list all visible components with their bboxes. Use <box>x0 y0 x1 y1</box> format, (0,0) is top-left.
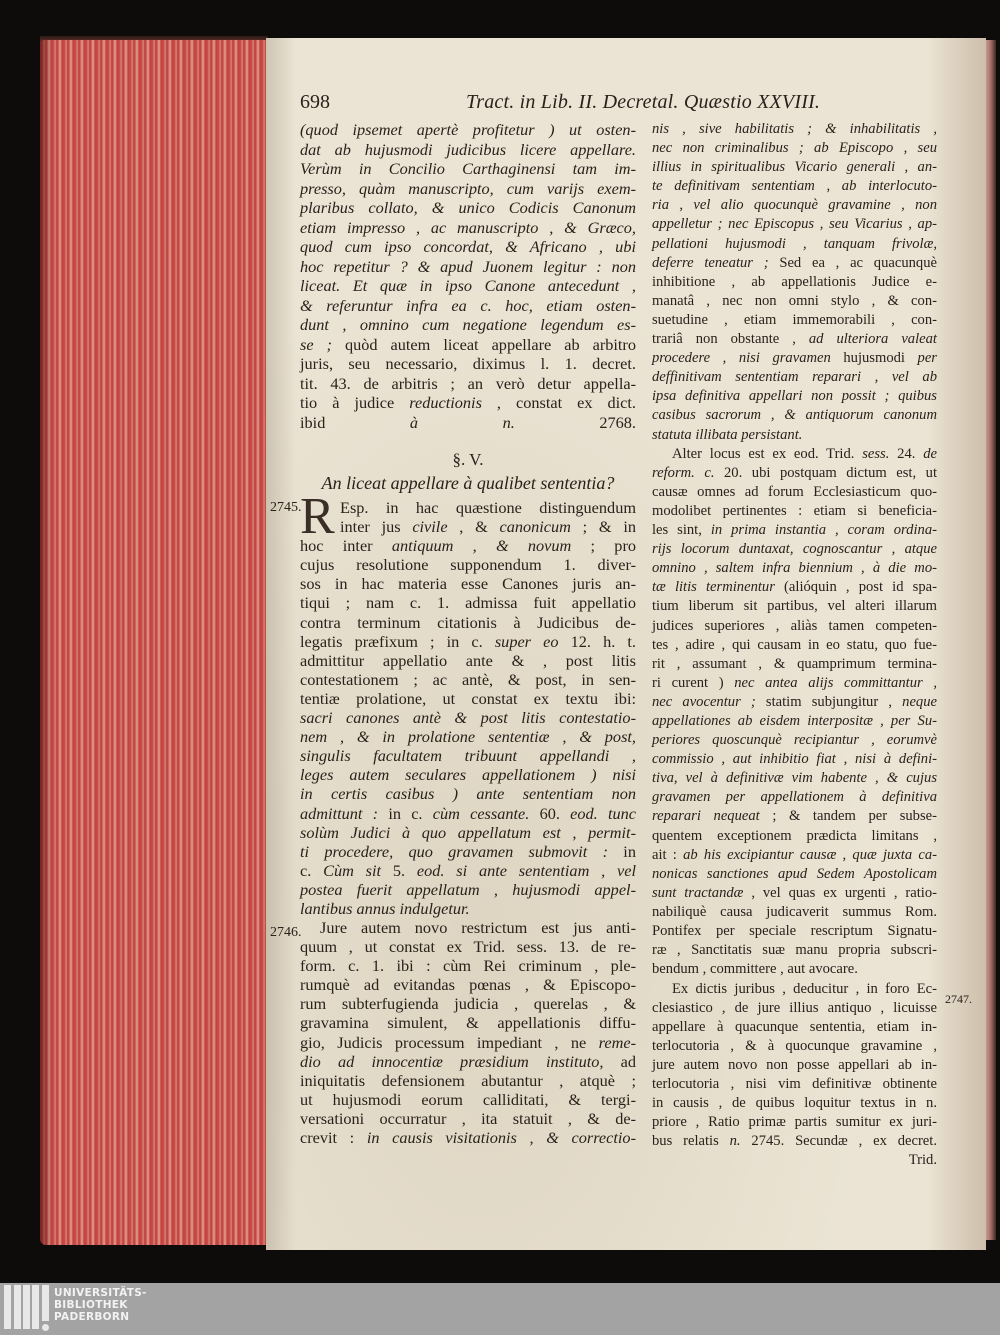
roman-text: Sed ea , ac quacunquè <box>768 254 937 271</box>
roman-text: 60. <box>529 803 571 823</box>
roman-text: in causis , de quibus loquitur textus in n. <box>652 1095 937 1112</box>
roman-text: rit , assumant , & quamprimum termina- <box>652 655 937 672</box>
text-line <box>652 941 937 960</box>
text-line <box>652 731 937 750</box>
roman-text: bendum , committere , aut avocare. <box>652 961 858 978</box>
italic-text: eod. tunc <box>570 803 637 823</box>
roman-text: jure autem novo non posse appellari ab in- <box>652 1056 937 1073</box>
roman-text: ad <box>603 1051 636 1071</box>
drop-cap: R <box>300 488 335 545</box>
text-line <box>300 296 636 316</box>
text-line <box>652 330 937 349</box>
roman-text: modolibet pertinentes : etiam si beneficia- <box>652 502 937 519</box>
text-line <box>652 807 937 826</box>
margin-number: 2746. <box>270 925 302 940</box>
text-line <box>300 1071 636 1090</box>
roman-text: terlocutoria , nisi vim definitivæ obtinente <box>652 1075 937 1092</box>
italic-text: reparari nequeat <box>652 808 760 825</box>
text-line <box>300 315 636 335</box>
italic-text: casibus sacrorum , & antiquorum canonum <box>652 407 937 424</box>
roman-text: in c. <box>378 803 433 823</box>
text-line <box>300 994 636 1013</box>
italic-text: neque <box>902 693 938 710</box>
italic-text: Cùm sit <box>323 860 382 880</box>
margin-number: 2747. <box>945 992 972 1006</box>
roman-text: quòd autem liceat appellare ab arbitro <box>331 334 636 354</box>
italic-text: ria , vel alio quocunquè gravamine , non <box>652 197 937 214</box>
roman-text: form. c. 1. ibi : cùm Rei criminum , ple- <box>300 956 636 976</box>
text-line <box>300 374 636 394</box>
italic-text: plaribus collato, & unico Codicis Canonum <box>300 198 636 217</box>
roman-text: 24. <box>889 445 924 462</box>
italic-text: dunt , omnino cum negatione legendum es- <box>300 315 636 334</box>
library-logo-text: UNIVERSITÄTS- BIBLIOTHEK PADERBORN <box>54 1287 147 1323</box>
page-number: 698 <box>300 91 330 113</box>
roman-text: crevit : <box>300 1128 367 1148</box>
text-line <box>652 922 937 941</box>
roman-text: inter jus <box>340 517 413 537</box>
left-column-para1 <box>300 498 636 918</box>
italic-text: ipsa definitiva appellari non possit ; quibus <box>652 388 937 405</box>
text-line <box>300 413 636 433</box>
italic-text: nec non criminalibus ; ab Episcopo , seu <box>652 140 937 157</box>
italic-text: dat ab hujusmodi judicibus licere appellare. <box>300 139 636 159</box>
roman-text: tio à judice <box>300 393 410 412</box>
roman-text: tit. 43. de arbitris ; an verò detur appella- <box>300 373 636 393</box>
text-line <box>652 827 937 846</box>
italic-text: procedere , nisi gravamen <box>652 350 831 367</box>
roman-text: Trid. <box>908 1152 937 1169</box>
text-line <box>300 727 636 746</box>
italic-text: postea fuerit appellatum , hujusmodi appel- <box>300 879 636 899</box>
roman-text: ibid <box>300 412 410 432</box>
text-line <box>300 1033 636 1052</box>
italic-text: ad ulteriora valeat <box>808 331 937 348</box>
text-line <box>300 1013 636 1032</box>
right-column-para3 <box>652 980 937 1171</box>
text-line <box>300 218 636 238</box>
roman-text: clesiastico , de jure illius antiquo , licuisse <box>652 999 937 1016</box>
text-line <box>652 1132 937 1151</box>
text-line <box>300 765 636 784</box>
italic-text: singulis facultatem tribuunt appellandi , <box>300 746 636 766</box>
text-line <box>652 120 937 139</box>
text-line <box>300 498 636 517</box>
roman-text: les sint, <box>652 522 711 539</box>
text-line <box>652 502 937 521</box>
text-line <box>652 426 937 445</box>
text-line <box>652 1151 937 1170</box>
italic-text: statuta illibata persistant. <box>652 426 803 443</box>
italic-text: civile <box>412 517 448 537</box>
italic-text: in prima instantia , coram ordina- <box>710 522 937 539</box>
italic-text: lantibus annus indulgetur. <box>300 898 470 918</box>
text-line <box>652 636 937 655</box>
roman-text: tentiæ prolatione, ut constat ex textu ibi: <box>300 688 636 708</box>
text-line <box>652 597 937 616</box>
text-line <box>300 354 636 374</box>
roman-text: cujus resolutione supponendum 1. diver- <box>300 555 636 575</box>
italic-text: in causis visitationis , & correctio- <box>366 1128 636 1148</box>
italic-text: presso, quàm manuscripto, cum varijs exem- <box>300 178 636 198</box>
text-line <box>300 393 636 413</box>
italic-text: sess. <box>862 445 890 462</box>
text-line <box>652 1113 937 1132</box>
roman-text: in <box>608 841 636 861</box>
italic-text: appelletur ; nec Episcopus , seu Vicarius , ap- <box>652 216 937 233</box>
italic-text: in certis casibus ) ante sententiam non <box>300 784 636 804</box>
italic-text: nec antea alijs committantur , <box>734 674 937 691</box>
roman-text: , vel quas ex urgenti , ratio- <box>743 884 937 901</box>
text-line <box>652 980 937 999</box>
roman-text: ; pro <box>571 536 637 556</box>
text-line <box>652 865 937 884</box>
roman-text: Pontifex per speciale rescriptum Signatu- <box>652 923 937 940</box>
text-line <box>300 937 636 956</box>
left-column-block1 <box>300 120 636 432</box>
italic-text: te definitivam sententiam , ab interlocuto- <box>652 178 937 195</box>
text-line <box>652 617 937 636</box>
roman-text: judices superiores , aliàs tamen competen- <box>652 617 937 634</box>
italic-text: hoc repetitur ? & apud Juonem legitur : non <box>300 256 636 276</box>
text-line <box>652 292 937 311</box>
text-line <box>300 237 636 257</box>
text-line <box>300 975 636 994</box>
text-line <box>652 1094 937 1113</box>
text-line <box>652 273 937 292</box>
roman-text: hujusmodi <box>830 350 918 367</box>
left-column-para2 <box>300 918 636 1147</box>
roman-text: 2768. <box>514 412 637 432</box>
text-line <box>300 880 636 899</box>
italic-text: super eo <box>494 631 559 651</box>
italic-text: gravamen per appellationem à definitiva <box>652 789 937 806</box>
roman-text: rum subterfugienda judicia , querelas , & <box>300 994 636 1014</box>
book-fore-edge <box>40 40 268 1245</box>
italic-text: reductionis <box>409 393 482 412</box>
text-line <box>300 746 636 765</box>
text-line <box>300 1128 636 1147</box>
text-line <box>300 198 636 218</box>
text-line <box>300 140 636 160</box>
italic-text: n. <box>729 1133 741 1150</box>
text-line <box>652 693 937 712</box>
text-line <box>652 846 937 865</box>
roman-text: priore , Ratio primæ partis sumitur ex juri- <box>652 1114 937 1131</box>
text-line <box>652 445 937 464</box>
text-line <box>300 1109 636 1128</box>
roman-text: gio, Judicis processum impediant , ne <box>300 1032 599 1052</box>
text-line <box>652 1075 937 1094</box>
italic-text: nec avocentur ; <box>652 693 756 710</box>
roman-text: Esp. in hac quæstione distinguendum <box>340 498 636 517</box>
roman-text: appellare à quacunque sententia, etiam in- <box>652 1018 937 1035</box>
italic-text: omnino , saltem infra biennium , à die mo- <box>652 560 937 577</box>
text-line <box>300 632 636 651</box>
roman-text: juris, seu necessario, diximus l. 1. decret. <box>300 354 636 373</box>
text-line <box>300 861 636 880</box>
italic-text: nem , & in prolatione sententiæ , & post, <box>300 727 636 747</box>
text-line <box>652 406 937 425</box>
text-line <box>652 387 937 406</box>
text-line <box>652 196 937 215</box>
text-line <box>300 276 636 296</box>
text-line <box>652 999 937 1018</box>
italic-text: dio ad innocentiæ præsidium instituto, <box>300 1051 604 1071</box>
section-mark: §. V. <box>452 450 484 469</box>
library-footer <box>0 1283 1000 1335</box>
section-title: An liceat appellare à qualibet sententia? <box>321 473 615 493</box>
running-title: Tract. in Lib. II. Decretal. Quæstio XXVIII. <box>466 91 821 113</box>
text-line <box>300 918 636 937</box>
roman-text: sos in hac materia esse Canones juris an- <box>300 574 636 594</box>
italic-text: à n. <box>409 412 515 432</box>
roman-text: 20. ubi postquam dictum est, ut <box>714 464 937 481</box>
roman-text: inhibitione , ab appellationis Judice e- <box>652 273 937 290</box>
text-line <box>300 613 636 632</box>
italic-text: (quod ipsemet apertè profitetur ) ut osten- <box>300 120 636 139</box>
text-line <box>300 956 636 975</box>
text-line <box>300 257 636 277</box>
italic-text: leges autem seculares appellationem ) nisi <box>300 765 636 785</box>
roman-text: ait : <box>652 846 684 863</box>
text-line <box>652 215 937 234</box>
italic-text: ti procedere, quo gravamen submovit : <box>300 841 609 861</box>
text-line <box>652 750 937 769</box>
italic-text: canonicum <box>499 517 571 537</box>
italic-text: reform. c. <box>652 464 715 481</box>
roman-text: (alióquin , post id spa- <box>774 579 938 596</box>
text-line <box>652 521 937 540</box>
roman-text: bus relatis <box>652 1133 730 1150</box>
text-line <box>652 483 937 502</box>
roman-text: quentem exceptionem prædicta limitans , <box>652 827 937 844</box>
roman-text: Alter locus est ex eod. Trid. <box>672 445 863 462</box>
italic-text: tæ litis terminentur <box>652 579 775 596</box>
text-line <box>300 536 636 555</box>
roman-text: quum , ut constat ex Trid. sess. 13. de re- <box>300 937 636 957</box>
margin-number: 2745. <box>270 500 302 515</box>
text-line <box>652 235 937 254</box>
roman-text: ri curent ) <box>652 674 735 691</box>
roman-text: tium liberum sit partibus, vel alteri illarum <box>652 598 937 615</box>
text-line <box>300 1090 636 1109</box>
text-line <box>300 804 636 823</box>
text-line <box>652 158 937 177</box>
italic-text: liceat. Et quæ in ipso Canone antecedunt , <box>300 276 636 295</box>
text-line <box>652 559 937 578</box>
text-line <box>652 464 937 483</box>
roman-text: admittitur appellatio ante & , post litis <box>300 650 636 670</box>
italic-text: pellationi hujusmodi , tanquam frivolæ, <box>652 235 937 252</box>
italic-text: tiva, vel à definitivæ vim habente , & cujus <box>652 770 937 787</box>
text-line <box>300 159 636 179</box>
italic-text: etiam impresso , ac manuscripto , & Græco, <box>300 217 636 237</box>
text-line <box>652 655 937 674</box>
italic-text: & referuntur infra ea c. hoc, etiam osten- <box>300 295 636 315</box>
text-line <box>300 120 636 140</box>
text-line <box>652 540 937 559</box>
text-line <box>300 555 636 574</box>
text-line <box>652 884 937 903</box>
roman-text: statim subjungitur , <box>755 693 903 710</box>
text-line <box>652 349 937 368</box>
roman-text: suetudine , etiam immemorabili , con- <box>652 311 937 328</box>
italic-text: illius in spiritualibus Vicario generali , an- <box>652 159 937 176</box>
roman-text: ; & tandem per subse- <box>759 808 937 825</box>
italic-text: cùm cessante. <box>432 803 530 823</box>
text-line <box>652 1037 937 1056</box>
roman-text: 5. <box>381 860 417 880</box>
text-line <box>300 335 636 355</box>
right-column-para2 <box>652 445 937 980</box>
roman-text: gravamina simulent, & appellationis diffu- <box>300 1013 636 1033</box>
roman-text: manatâ , nec non omni stylo , & con- <box>652 292 937 309</box>
text-line <box>652 1056 937 1075</box>
roman-text: contestationem ; ac antè, & post, in sen- <box>300 669 636 689</box>
italic-text: reme- <box>598 1032 636 1052</box>
roman-text: terlocutoria , & à quocunque gravamine , <box>652 1037 937 1054</box>
text-line <box>652 177 937 196</box>
roman-text: rumquè ad evitandas pœnas , & Episcopo- <box>300 975 636 995</box>
text-line <box>652 139 937 158</box>
roman-text: 2745. Secundæ , ex decret. <box>740 1133 937 1150</box>
text-line <box>652 311 937 330</box>
text-line <box>652 368 937 387</box>
text-line <box>652 788 937 807</box>
italic-text: periores quoscunquè recipiantur , eorumvè <box>652 732 937 749</box>
roman-text: iniquitatis defensionem abutantur , atquè ; <box>300 1070 636 1090</box>
italic-text: ab his excipiantur causæ , quæ juxta ca- <box>683 846 937 863</box>
italic-text: de <box>923 445 937 462</box>
italic-text: sunt tractandæ <box>652 884 744 901</box>
text-line <box>652 960 937 979</box>
text-line <box>652 578 937 597</box>
text-line <box>300 651 636 670</box>
italic-text: rijs locorum duntaxat, cognoscantur , atque <box>652 541 937 558</box>
text-line <box>652 903 937 922</box>
italic-text: commissio , aut inhibitio fiat , nisi à defini- <box>652 751 937 768</box>
roman-text: Jure autem novo restrictum est jus anti- <box>320 918 636 937</box>
roman-text: versationi occurratur , ita statuit , & de- <box>300 1108 636 1128</box>
text-line <box>300 899 636 918</box>
text-line <box>300 179 636 199</box>
text-line <box>652 674 937 693</box>
text-line <box>300 823 636 842</box>
italic-text: Verùm in Concilio Carthaginensi tam im- <box>300 159 636 178</box>
roman-text: 12. h. t. <box>558 631 636 651</box>
text-line <box>652 254 937 273</box>
italic-text: nis , sive habilitatis ; & inhabilitatis , <box>652 121 937 137</box>
roman-text: , constat ex dict. <box>481 393 637 412</box>
text-line <box>300 689 636 708</box>
italic-text: sacri canones antè & post litis contestatio- <box>300 708 636 728</box>
text-line <box>300 670 636 689</box>
italic-text: appellationes ab eisdem interpositæ , per Su- <box>652 713 937 729</box>
roman-text: tiqui ; nam c. 1. admissa fuit appellatio <box>300 593 636 613</box>
roman-text: , & <box>447 517 500 537</box>
italic-text: quod cum ipso concordat, & Africano , ubi <box>300 237 636 256</box>
roman-text: contra terminum citationis à Judicibus de- <box>300 612 636 632</box>
roman-text: tes , adire , qui causam in eo statu, quo fue- <box>652 636 937 653</box>
roman-text: c. <box>300 860 324 880</box>
roman-text: hoc inter <box>300 536 392 556</box>
text-line <box>300 842 636 861</box>
roman-text: nabiliquè causa judicaverit summus Rom. <box>652 903 937 920</box>
italic-text: se ; <box>300 334 332 354</box>
roman-text: trariâ non obstante , <box>652 331 809 348</box>
right-column-para1 <box>652 120 937 445</box>
italic-text: admittunt : <box>300 803 379 823</box>
roman-text: Ex dictis juribus , deducitur , in foro Ec- <box>672 980 937 997</box>
text-line <box>300 593 636 612</box>
roman-text: ut hujusmodi eorum calliditati, & tergi- <box>300 1089 636 1109</box>
italic-text: antiquum , & novum <box>391 536 572 556</box>
text-line <box>652 1018 937 1037</box>
text-line <box>652 712 937 731</box>
text-line <box>300 517 636 536</box>
text-line <box>300 708 636 727</box>
text-line <box>652 769 937 788</box>
italic-text: deffinitivam sententiam reparari , vel ab <box>652 369 937 386</box>
roman-text: ræ , Sanctitatis suæ manu propria subscri- <box>652 942 937 959</box>
italic-text: eod. si ante sententiam , vel <box>416 860 636 880</box>
italic-text: per <box>917 350 937 367</box>
text-line <box>300 784 636 803</box>
italic-text: solùm Judici à quo appellatum est , permit- <box>300 822 636 842</box>
roman-text: legatis præfixum ; in c. <box>300 631 495 651</box>
roman-text: ; & in <box>570 517 636 537</box>
italic-text: deferre teneatur ; <box>652 254 769 271</box>
italic-text: nonicas sanctiones apud Sedem Apostolicam <box>652 865 937 882</box>
text-line <box>300 574 636 593</box>
text-line <box>300 1052 636 1071</box>
roman-text: causæ omnes ad forum Ecclesiasticum quo- <box>652 483 937 500</box>
